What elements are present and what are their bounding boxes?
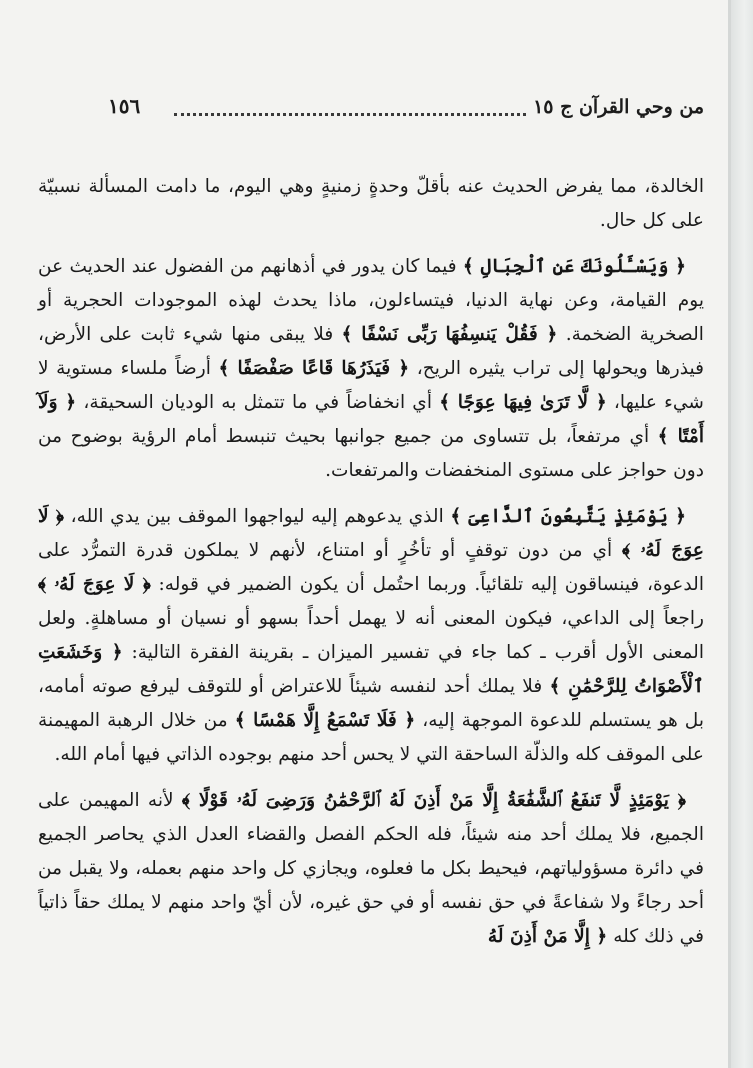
paragraph-text: فلا يملك أحد لنفسه شيئاً للاعتراض أو للتوقف ليرفع صوته أمامه، بل هو يستسلم للدعوة الموجهة إليه، xyxy=(38,676,704,731)
paragraph xyxy=(38,250,704,488)
paragraph-text: لأنه المهيمن على الجميع، فلا يملك أحد منه شيئاً، فله الحكم الفصل والقضاء العدل الذي يحاصر الجميع في دائرة مسؤولياتهم، فيحيط بكل ما فعلوه، ويجازي كل واحد منهم بعمله، ولا يقبل من أحد رجاءً ولا شفاعةً في حق نفسه أو في حق غيره، لأن أيّ واحد منهم لا يملك حقاً ذاتياً في ذلك كله xyxy=(38,790,704,947)
quran-verse: ﴿ لَّا تَرَىٰ فِيهَا عِوَجًا ﴾ xyxy=(439,392,607,413)
paragraph-text: أرضاً ملساء مستوية لا شيء عليها، xyxy=(38,358,704,413)
page-number: ١٥٦ xyxy=(108,94,141,118)
paragraph-text: من خلال الرهبة المهيمنة على الموقف كله والذلّة الساحقة التي لا يحس أحد منهم بوجوده الذاتي فيها أمام الله. xyxy=(38,710,704,765)
paragraph-text: فلا يبقى منها شيء ثابت على الأرض، فيذرها ويحولها إلى تراب يثيره الريح، xyxy=(38,324,704,379)
paragraph-text: راجعاً إلى الداعي، فيكون المعنى أنه لا يهمل أحداً بسهو أو نسيان أو مساهلةٍ. ولعل المعنى الأول أقرب ـ كما جاء في تفسير الميزان ـ بقرينة الفقرة التالية: xyxy=(38,608,704,663)
paragraph-text: الذي يدعوهم إليه ليواجهوا الموقف بين يدي الله، xyxy=(64,506,451,527)
paragraph-text: أي انخفاضاً في ما تتمثل به الوديان السحيقة، xyxy=(76,392,440,413)
paragraph-text: أي من دون توقفٍ أو تأخُرٍ أو امتناع، لأنهم لا يملكون قدرة التمرُّد على الدعوة، فينساقون إليه تلقائياً. وربما احتُمل أن يكون الضمير في قوله: xyxy=(38,540,704,595)
page-body xyxy=(38,170,704,954)
running-header xyxy=(42,92,704,128)
quran-verse: ﴿ وَيَسْـَٔلُونَكَ عَنِ ٱلْجِبَالِ ﴾ xyxy=(462,256,686,277)
paragraph xyxy=(38,784,704,954)
page-edge xyxy=(731,0,753,1068)
dot-leader xyxy=(174,113,526,116)
header-title: من وحي القرآن ج ١٥ xyxy=(533,96,704,118)
paragraph-text: الخالدة، مما يفرض الحديث عنه بأقلّ وحدةٍ زمنيةٍ وهي اليوم، ما دامت المسألة نسبيّة على كل حال. xyxy=(38,176,704,231)
quran-verse: ﴿ إِلَّا مَنْ أَذِنَ لَهُ xyxy=(487,926,608,947)
quran-verse: ﴿ يَوْمَئِذٍ لَّا تَنفَعُ ٱلشَّفَٰعَةُ إِلَّا مَنْ أَذِنَ لَهُ ٱلرَّحْمَٰنُ وَرَضِىَ لَهُۥ قَوْلًا ﴾ xyxy=(181,790,686,811)
quran-verse: ﴿ لَا عِوَجَ لَهُۥ ﴾ xyxy=(38,506,704,561)
quran-verse: ﴿ فَقُلْ يَنسِفُهَا رَبِّى نَسْفًا ﴾ xyxy=(341,324,558,345)
paragraph xyxy=(38,500,704,772)
quran-verse: ﴿ وَخَشَعَتِ ٱلْأَصْوَاتُ لِلرَّحْمَٰنِ ﴾ xyxy=(38,642,704,697)
quran-verse: ﴿ وَلَآ أَمْتًا ﴾ xyxy=(38,392,704,447)
quran-verse: ﴿ يَوْمَئِذٍ يَتَّبِعُونَ ٱلدَّاعِىَ ﴾ xyxy=(450,506,686,527)
quran-verse: ﴿ لَا عِوَجَ لَهُۥ ﴾ xyxy=(38,574,151,595)
paragraph-text: أي مرتفعاً، بل تتساوى من جميع جوانبها بحيث تنبسط أمام الرؤية بوضوح من دون حواجز على مستوى المنخفضات والمرتفعات. xyxy=(38,426,704,481)
paragraph-text: فيما كان يدور في أذهانهم من الفضول عند الحديث عن يوم القيامة، وعن نهاية الدنيا، فيتساءلون، ماذا يحدث لهذه الموجودات الحجرية أو الصخرية الضخمة. xyxy=(38,256,704,345)
paragraph xyxy=(38,170,704,238)
quran-verse: ﴿ فَلَا تَسْمَعُ إِلَّا هَمْسًا ﴾ xyxy=(234,710,416,731)
quran-verse: ﴿ فَيَذَرُهَا قَاعًا صَفْصَفًا ﴾ xyxy=(218,358,410,379)
